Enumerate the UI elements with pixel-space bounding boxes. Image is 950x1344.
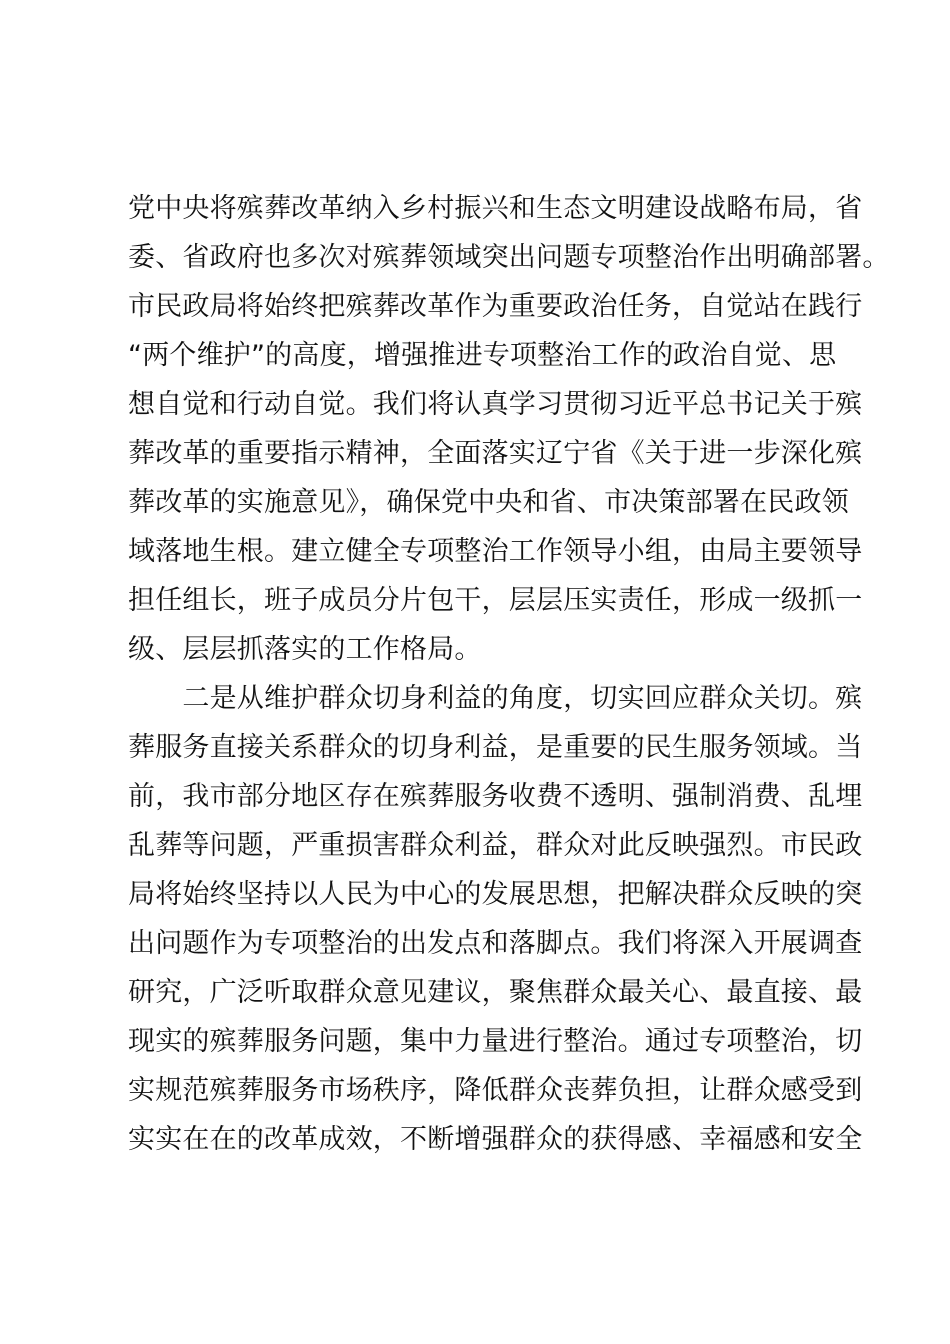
text-line: 前，我市部分地区存在殡葬服务收费不透明、强制消费、乱埋 (128, 781, 863, 812)
text-line: 葬改革的实施意见》，确保党中央和省、市决策部署在民政领 (128, 487, 849, 518)
text-line: 想自觉和行动自觉。我们将认真学习贯彻习近平总书记关于殡 (128, 389, 863, 420)
text-line: 葬改革的重要指示精神，全面落实辽宁省《关于进一步深化殡 (128, 438, 863, 469)
text-line: 实实在在的改革成效，不断增强群众的获得感、幸福感和安全 (128, 1124, 863, 1155)
text-line: 级、层层抓落实的工作格局。 (128, 634, 482, 665)
text-line: 实规范殡葬服务市场秩序，降低群众丧葬负担，让群众感受到 (128, 1075, 863, 1106)
text-line: 域落地生根。建立健全专项整治工作领导小组，由局主要领导 (128, 536, 863, 567)
text-line: 市民政局将始终把殡葬改革作为重要政治任务，自觉站在践行 (128, 291, 863, 322)
text-line: 局将始终坚持以人民为中心的发展思想，把解决群众反映的突 (128, 879, 863, 910)
text-line: 委、省政府也多次对殡葬领域突出问题专项整治作出明确部署。 (128, 242, 890, 273)
text-line: 出问题作为专项整治的出发点和落脚点。我们将深入开展调查 (128, 928, 863, 959)
text-line: 现实的殡葬服务问题，集中力量进行整治。通过专项整治，切 (128, 1026, 863, 1057)
text-line: “两个维护”的高度，增强推进专项整治工作的政治自觉、思 (128, 340, 837, 371)
text-line: 党中央将殡葬改革纳入乡村振兴和生态文明建设战略布局，省 (128, 193, 863, 224)
paragraph-start-line: 二是从维护群众切身利益的角度，切实回应群众关切。殡 (128, 683, 863, 714)
text-line: 乱葬等问题，严重损害群众利益，群众对此反映强烈。市民政 (128, 830, 863, 861)
body-text (128, 184, 890, 1164)
text-line: 研究，广泛听取群众意见建议，聚焦群众最关心、最直接、最 (128, 977, 863, 1008)
text-line: 担任组长，班子成员分片包干，层层压实责任，形成一级抓一 (128, 585, 863, 616)
text-line: 葬服务直接关系群众的切身利益，是重要的民生服务领域。当 (128, 732, 863, 763)
